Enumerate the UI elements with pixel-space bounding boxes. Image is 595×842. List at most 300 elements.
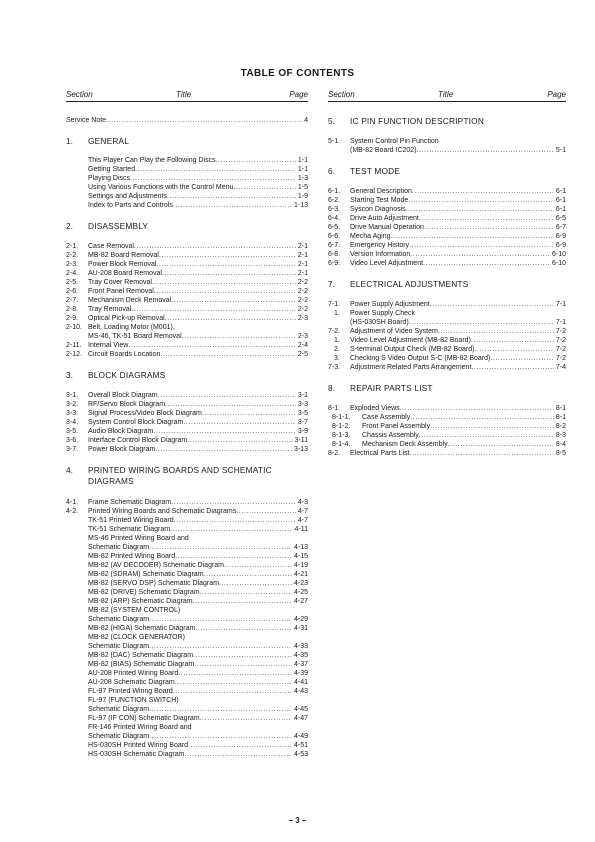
toc-entry — [66, 400, 308, 409]
toc-entry — [66, 516, 308, 525]
entry-title: Audio Block Diagram — [88, 428, 154, 435]
toc-entry — [66, 651, 308, 660]
entry-page: 4-11 — [294, 526, 308, 533]
dot-leader — [236, 507, 296, 516]
entry-page: 4-45 — [293, 706, 308, 713]
dot-leader — [224, 561, 292, 570]
entry-title: Adjustment of Video System — [350, 328, 438, 335]
entry-title: (MB-82 Board IC202) — [350, 147, 417, 154]
dot-leader — [155, 445, 292, 454]
dot-leader — [424, 223, 554, 232]
section-number: 4-2. — [66, 508, 79, 515]
entry-page: 4-43 — [293, 688, 308, 695]
entry-page: 4-51 — [293, 742, 308, 749]
entry-title: FL-97 (FUNCTION SWITCH) — [88, 697, 179, 704]
toc-entry — [328, 146, 566, 155]
toc-entry — [66, 732, 308, 741]
dot-leader — [188, 741, 292, 750]
toc-entry — [328, 137, 566, 146]
toc-entry — [328, 232, 566, 241]
entry-page: 8-3 — [555, 432, 566, 439]
section-number: 2-2. — [66, 252, 79, 259]
entry-page: 5-1 — [555, 147, 566, 154]
section-number: 2-8. — [66, 306, 79, 313]
toc-entry — [328, 250, 566, 259]
section-number: 4. — [66, 465, 73, 475]
entry-page: 7-4 — [555, 364, 566, 371]
entry-page: 1-5 — [297, 184, 308, 191]
section-number: 8-1-1. — [332, 414, 351, 421]
dot-leader — [167, 192, 296, 201]
dot-leader — [187, 436, 292, 445]
toc-entry — [66, 705, 308, 714]
entry-title: Chassis Assembly — [362, 432, 419, 439]
dot-leader — [471, 363, 553, 372]
entry-title: Power Supply Adjustment — [350, 301, 430, 308]
dot-leader — [106, 116, 302, 125]
header-page: Page — [547, 90, 566, 99]
toc-entry — [66, 436, 308, 445]
entry-title: MB-82 Board Removal — [88, 252, 159, 259]
entry-title: HS-030SH Schematic Diagram — [88, 751, 185, 758]
toc-entry — [66, 332, 308, 341]
dot-leader — [410, 413, 554, 422]
toc-chapter-entry — [66, 136, 308, 147]
toc-entry — [66, 260, 308, 269]
toc-entry — [66, 183, 308, 192]
entry-title: Schematic Diagram — [88, 733, 150, 740]
entry-page: 4-3 — [297, 499, 308, 506]
dot-leader — [149, 543, 292, 552]
entry-title: Power Block Diagram — [88, 446, 156, 453]
entry-page: 2-1 — [297, 261, 308, 268]
toc-entry — [328, 259, 566, 268]
dot-leader — [173, 201, 292, 210]
entry-title: RF/Servo Block Diagram — [88, 401, 166, 408]
entry-page: 3-7 — [297, 419, 308, 426]
entry-title: MS-46, TK-51 Board Removal — [88, 333, 182, 340]
dot-leader — [135, 165, 296, 174]
entry-page: 4-29 — [293, 616, 308, 623]
entry-page: 2-2 — [297, 279, 308, 286]
entry-title: System Control Block Diagram — [88, 419, 184, 426]
section-number: 3-4. — [66, 419, 79, 426]
toc-entry — [66, 341, 308, 350]
dot-leader — [183, 418, 296, 427]
entry-title: Emergency History — [350, 242, 410, 249]
entry-page: 8-1 — [555, 414, 566, 421]
entry-page: 4-7 — [297, 508, 308, 515]
entry-page: 4-49 — [293, 733, 308, 740]
entry-title: Drive Manual Operation — [350, 224, 424, 231]
toc-entry — [66, 615, 308, 624]
entry-page: 4 — [304, 117, 308, 124]
entry-title: FR-146 Printed Wiring Board and — [88, 724, 192, 731]
entry-title: Video Level Adjustment — [350, 260, 424, 267]
entry-page: 3-5 — [297, 410, 308, 417]
entry-title: MB-82 (HIGA) Schematic Diagram — [88, 625, 196, 632]
entry-page: 2-3 — [297, 333, 308, 340]
section-number: 8-1. — [328, 405, 341, 412]
entry-page: 3-1 — [297, 392, 308, 399]
toc-entry — [66, 251, 308, 260]
entry-title: Frame Schematic Diagram — [88, 499, 172, 506]
entry-title: MB-82 (DAC) Schematic Diagram — [88, 652, 194, 659]
entry-page: 2-1 — [297, 243, 308, 250]
toc-entry — [66, 296, 308, 305]
entry-title: MB-82 (AV DECODER) Schematic Diagram — [88, 562, 225, 569]
entry-page: 4-39 — [293, 670, 308, 677]
entry-title: (HS-030SH Board) — [350, 319, 409, 326]
entry-page: 4-21 — [293, 571, 308, 578]
entry-page: 1-1 — [297, 157, 308, 164]
toc-entry — [66, 498, 308, 507]
dot-leader — [178, 669, 292, 678]
toc-entry — [66, 543, 308, 552]
dot-leader — [490, 354, 554, 363]
dot-leader — [417, 146, 554, 155]
dot-leader — [195, 624, 292, 633]
toc-entry — [66, 588, 308, 597]
toc-entry — [66, 741, 308, 750]
toc-entry — [328, 300, 566, 309]
toc-entry — [66, 174, 308, 183]
entry-page: 3-9 — [297, 428, 308, 435]
entry-title: MB-82 (ARP) Schematic Diagram — [88, 598, 193, 605]
dot-leader — [130, 174, 296, 183]
toc-entry — [328, 336, 566, 345]
dot-leader — [233, 183, 295, 192]
entry-page: 7-2 — [555, 337, 566, 344]
dot-leader — [134, 242, 296, 251]
entry-page: 2-1 — [297, 270, 308, 277]
toc-entry — [66, 269, 308, 278]
dot-leader — [162, 269, 296, 278]
toc-entry — [328, 345, 566, 354]
entry-title: Circuit Boards Location — [88, 351, 161, 358]
entry-title: DISASSEMBLY — [88, 221, 149, 231]
section-number: 7-1. — [328, 301, 341, 308]
toc-entry — [328, 413, 566, 422]
entry-title: Front Panel Assembly — [362, 423, 431, 430]
entry-title: AU-208 Schematic Diagram — [88, 679, 175, 686]
section-number: 8. — [328, 383, 335, 393]
dot-leader — [175, 678, 292, 687]
entry-title: Drive Auto Adjustment — [350, 215, 419, 222]
entry-title: TK-51 Schematic Diagram — [88, 526, 171, 533]
toc-entry — [66, 669, 308, 678]
section-number: 2-1. — [66, 243, 79, 250]
toc-entry — [66, 165, 308, 174]
dot-leader — [184, 750, 292, 759]
toc-entry — [66, 350, 308, 359]
section-number: 2-11. — [66, 342, 82, 349]
toc-chapter-entry — [328, 116, 566, 127]
page-number: – 3 – — [288, 816, 307, 825]
header-section: Section — [328, 90, 355, 99]
toc-entry — [328, 196, 566, 205]
entry-page: 4-33 — [293, 643, 308, 650]
entry-title: System Control Pin Function — [350, 138, 439, 145]
entry-page: 2-2 — [297, 288, 308, 295]
entry-page: 1-3 — [297, 175, 308, 182]
dot-leader — [175, 552, 292, 561]
toc-entry — [328, 449, 566, 458]
entry-page: 2-5 — [297, 351, 308, 358]
entry-title: MB-82 (SYSTEM CONTROL) — [88, 607, 181, 614]
section-number: 6-9. — [328, 260, 341, 267]
section-number: 7-2. — [328, 328, 341, 335]
entry-title: General Description — [350, 188, 412, 195]
section-number: 1. — [66, 136, 73, 146]
toc-entry — [328, 431, 566, 440]
toc-entry — [328, 214, 566, 223]
entry-title: Tray Removal — [88, 306, 132, 313]
section-number: 6-8. — [328, 251, 341, 258]
entry-title: Overall Block Diagram — [88, 392, 158, 399]
entry-title: TEST MODE — [350, 166, 401, 176]
header-page: Page — [289, 90, 308, 99]
toc-chapter-entry — [66, 465, 308, 476]
entry-title: Version Information — [350, 251, 411, 258]
entry-title: This Player Can Play the Following Discs — [88, 157, 216, 164]
entry-page: 3-3 — [297, 401, 308, 408]
section-number: 6. — [328, 166, 335, 176]
entry-page: 3-13 — [293, 446, 308, 453]
dot-leader — [406, 205, 554, 214]
dot-leader — [200, 714, 292, 723]
toc-entry — [328, 187, 566, 196]
entry-page: 4-41 — [293, 679, 308, 686]
entry-page: 4-15 — [293, 553, 308, 560]
dot-leader — [159, 251, 296, 260]
section-number: 2-10. — [66, 324, 82, 331]
entry-title: AU-208 Board Removal — [88, 270, 162, 277]
section-number: 3-6. — [66, 437, 79, 444]
section-number: 2-4. — [66, 270, 79, 277]
section-number: 2-7. — [66, 297, 79, 304]
entry-page: 2-4 — [297, 342, 308, 349]
entry-title: Starting Test Mode — [350, 197, 409, 204]
dot-leader — [174, 516, 296, 525]
column-header — [66, 90, 308, 102]
toc-entry — [66, 597, 308, 606]
section-number: 1. — [334, 337, 340, 344]
section-number: 2. — [66, 221, 73, 231]
dot-leader — [390, 232, 553, 241]
entry-page: 8-2 — [555, 423, 566, 430]
toc-entry — [66, 534, 308, 543]
entry-page: 6-1 — [555, 197, 566, 204]
toc-left-column — [66, 90, 308, 758]
dot-leader — [408, 196, 554, 205]
entry-title: Interface Control Block Diagram — [88, 437, 188, 444]
entry-title: MB-82 (SERVO DSP) Schematic Diagram — [88, 580, 219, 587]
toc-entry — [66, 192, 308, 201]
entry-page: 2-2 — [297, 306, 308, 313]
entry-title: Tray Cover Removal — [88, 279, 152, 286]
entry-page: 7-1 — [555, 301, 566, 308]
dot-leader — [182, 332, 296, 341]
entry-title: HS-030SH Printed Wiring Board — [88, 742, 188, 749]
toc-entry — [328, 241, 566, 250]
entry-title: IC PIN FUNCTION DESCRIPTION — [350, 116, 485, 126]
toc-entry — [66, 696, 308, 705]
toc-entry — [328, 404, 566, 413]
section-number: 6-4. — [328, 215, 341, 222]
entry-page: 4-53 — [293, 751, 308, 758]
entry-page: 6-5 — [555, 215, 566, 222]
toc-chapter-entry — [328, 383, 566, 394]
section-number: 8-1-2. — [332, 423, 351, 430]
dot-leader — [193, 597, 292, 606]
toc-chapter-entry — [328, 279, 566, 290]
section-number: 6-2. — [328, 197, 341, 204]
toc-entry — [66, 561, 308, 570]
toc-entry — [328, 354, 566, 363]
dot-leader — [171, 296, 296, 305]
toc-entry — [66, 552, 308, 561]
dot-leader — [409, 318, 554, 327]
entry-page: 3-11 — [294, 437, 308, 444]
toc-entry — [66, 427, 308, 436]
column-header — [328, 90, 566, 102]
entry-page: 4-23 — [293, 580, 308, 587]
dot-leader — [410, 449, 554, 458]
toc-entry — [66, 507, 308, 516]
dot-leader — [171, 498, 296, 507]
entry-page: 7-2 — [555, 355, 566, 362]
entry-title: Schematic Diagram — [88, 616, 150, 623]
entry-title: MB-82 (BIAS) Schematic Diagram — [88, 661, 195, 668]
entry-title: Printed Wiring Boards and Schematic Diagrams — [88, 508, 237, 515]
toc-entry — [66, 687, 308, 696]
entry-title: Case Removal — [88, 243, 134, 250]
section-number: 5. — [328, 116, 335, 126]
toc-entry — [328, 205, 566, 214]
entry-page: 8-1 — [555, 405, 566, 412]
toc-entry — [328, 309, 566, 318]
dot-leader — [410, 250, 550, 259]
entry-title: Power Supply Check — [350, 310, 415, 317]
dot-leader — [160, 350, 296, 359]
dot-leader — [173, 687, 292, 696]
entry-title: Index to Parts and Controls — [88, 202, 173, 209]
section-number: 5-1. — [328, 138, 341, 145]
toc-entry — [66, 606, 308, 615]
entry-page: 7-1 — [555, 319, 566, 326]
toc-entry — [66, 642, 308, 651]
dot-leader — [128, 341, 296, 350]
section-number: 1. — [334, 310, 340, 317]
entry-title: Getting Started — [88, 166, 136, 173]
entry-title: Schematic Diagram — [88, 706, 150, 713]
entry-page: 1-1 — [297, 166, 308, 173]
dot-leader — [153, 427, 296, 436]
dot-leader — [202, 409, 296, 418]
section-number: 2-12. — [66, 351, 82, 358]
entry-page: 1-9 — [297, 193, 308, 200]
toc-entry — [66, 391, 308, 400]
toc-entry — [66, 579, 308, 588]
entry-title: Mechanism Deck Removal — [88, 297, 172, 304]
entry-page: 7-2 — [555, 328, 566, 335]
entry-title: Signal Process/Video Block Diagram — [88, 410, 202, 417]
entry-title: Mecha Aging — [350, 233, 391, 240]
entry-page: 4-47 — [293, 715, 308, 722]
dot-leader — [200, 588, 292, 597]
section-number: 2-5. — [66, 279, 79, 286]
dot-leader — [149, 705, 292, 714]
toc-entry — [66, 714, 308, 723]
section-number: 2-9. — [66, 315, 79, 322]
toc-entry — [328, 327, 566, 336]
entry-title: REPAIR PARTS LIST — [350, 383, 433, 393]
entry-title: Checking S Video Output S-C (MB-82 Board) — [350, 355, 491, 362]
entry-title: Using Various Functions with the Control Menu — [88, 184, 234, 191]
entry-page: 6-10 — [551, 251, 566, 258]
dot-leader — [131, 305, 296, 314]
toc-entry — [66, 624, 308, 633]
entry-page: 6-1 — [555, 188, 566, 195]
dot-leader — [165, 400, 296, 409]
dot-leader — [194, 660, 292, 669]
entry-page: 4-25 — [293, 589, 308, 596]
header-title: Title — [176, 90, 192, 99]
entry-page: 6-1 — [555, 206, 566, 213]
toc-chapter-entry — [66, 476, 308, 487]
dot-leader — [170, 525, 292, 534]
entry-title: S-terminal Output Check (MB-82 Board) — [350, 346, 475, 353]
section-number: 3-3. — [66, 410, 79, 417]
section-number: 2. — [334, 346, 340, 353]
toc-entry — [66, 305, 308, 314]
entry-page: 8-5 — [555, 450, 566, 457]
entry-page: 6-9 — [555, 242, 566, 249]
dot-leader — [423, 259, 550, 268]
section-number: 8-2. — [328, 450, 341, 457]
entry-title: MB-82 Printed Wiring Board — [88, 553, 176, 560]
section-number: 7. — [328, 279, 335, 289]
toc-entry — [66, 633, 308, 642]
toc-chapter-entry — [66, 221, 308, 232]
entry-title: Adjustment Related Parts Arrangement — [350, 364, 472, 371]
section-number: 2-6. — [66, 288, 79, 295]
toc-entry — [328, 318, 566, 327]
dot-leader — [448, 440, 554, 449]
entry-title: FL-97 Printed Wiring Board — [88, 688, 173, 695]
section-number: 3-2. — [66, 401, 79, 408]
entry-page: 2-3 — [297, 315, 308, 322]
section-number: 8-1-3. — [332, 432, 351, 439]
entry-title: Settings and Adjustments — [88, 193, 167, 200]
toc-entry — [328, 440, 566, 449]
entry-page: 2-1 — [297, 252, 308, 259]
section-number: 3-5. — [66, 428, 79, 435]
entry-page: 4-35 — [293, 652, 308, 659]
toc-entry — [66, 723, 308, 732]
dot-leader — [430, 300, 554, 309]
dot-leader — [158, 391, 296, 400]
dot-leader — [471, 336, 554, 345]
dot-leader — [419, 214, 554, 223]
entry-title: Belt, Loading Motor (M001), — [88, 324, 175, 331]
header-section: Section — [66, 90, 93, 99]
entry-page: 4-27 — [293, 598, 308, 605]
entry-page: 4-19 — [293, 562, 308, 569]
entry-title: PRINTED WIRING BOARDS AND SCHEMATIC — [88, 465, 272, 475]
section-number: 3-1. — [66, 392, 79, 399]
